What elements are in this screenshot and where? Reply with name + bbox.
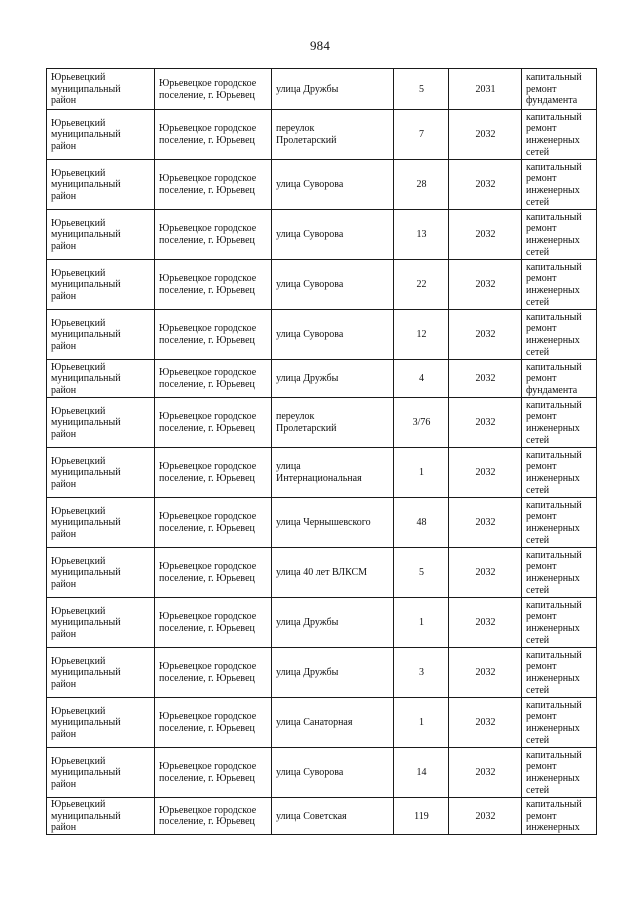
- year-cell: 2032: [449, 110, 522, 160]
- district-cell: Юрьевецкий муниципальный район: [47, 260, 155, 310]
- district-cell: Юрьевецкий муниципальный район: [47, 160, 155, 210]
- table-row: [47, 260, 597, 310]
- year-cell: 2032: [449, 360, 522, 398]
- work-type-cell: капитальный ремонт инженерных сетей: [522, 110, 597, 160]
- table-row: [47, 448, 597, 498]
- house-number-cell: 13: [394, 210, 449, 260]
- street-cell: переулок Пролетарский: [272, 110, 394, 160]
- table-row: [47, 210, 597, 260]
- settlement-cell: Юрьевецкое городское поселение, г. Юрьевец: [155, 110, 272, 160]
- district-cell: Юрьевецкий муниципальный район: [47, 210, 155, 260]
- work-type-cell: капитальный ремонт инженерных сетей: [522, 648, 597, 698]
- table-row: [47, 310, 597, 360]
- house-number-cell: 22: [394, 260, 449, 310]
- street-cell: улица Дружбы: [272, 598, 394, 648]
- street-cell: улица Дружбы: [272, 648, 394, 698]
- street-cell: улица Санаторная: [272, 698, 394, 748]
- year-cell: 2032: [449, 798, 522, 835]
- year-cell: 2032: [449, 210, 522, 260]
- street-cell: переулок Пролетарский: [272, 398, 394, 448]
- district-cell: Юрьевецкий муниципальный район: [47, 69, 155, 110]
- year-cell: 2032: [449, 498, 522, 548]
- table-row: [47, 160, 597, 210]
- table-row: [47, 598, 597, 648]
- street-cell: улица 40 лет ВЛКСМ: [272, 548, 394, 598]
- house-number-cell: 5: [394, 548, 449, 598]
- table-row: [47, 498, 597, 548]
- table-row: [47, 548, 597, 598]
- year-cell: 2032: [449, 260, 522, 310]
- year-cell: 2031: [449, 69, 522, 110]
- district-cell: Юрьевецкий муниципальный район: [47, 598, 155, 648]
- house-number-cell: 12: [394, 310, 449, 360]
- house-number-cell: 3: [394, 648, 449, 698]
- house-number-cell: 1: [394, 698, 449, 748]
- table-row: [47, 698, 597, 748]
- settlement-cell: Юрьевецкое городское поселение, г. Юрьевец: [155, 648, 272, 698]
- street-cell: улица Чернышевского: [272, 498, 394, 548]
- district-cell: Юрьевецкий муниципальный район: [47, 360, 155, 398]
- table-row: [47, 110, 597, 160]
- year-cell: 2032: [449, 448, 522, 498]
- district-cell: Юрьевецкий муниципальный район: [47, 110, 155, 160]
- settlement-cell: Юрьевецкое городское поселение, г. Юрьевец: [155, 448, 272, 498]
- street-cell: улица Суворова: [272, 160, 394, 210]
- work-type-cell: капитальный ремонт инженерных сетей: [522, 310, 597, 360]
- work-type-cell: капитальный ремонт инженерных сетей: [522, 598, 597, 648]
- street-cell: улица Дружбы: [272, 360, 394, 398]
- house-number-cell: 1: [394, 598, 449, 648]
- street-cell: улица Суворова: [272, 748, 394, 798]
- settlement-cell: Юрьевецкое городское поселение, г. Юрьевец: [155, 698, 272, 748]
- house-number-cell: 4: [394, 360, 449, 398]
- settlement-cell: Юрьевецкое городское поселение, г. Юрьевец: [155, 260, 272, 310]
- settlement-cell: Юрьевецкое городское поселение, г. Юрьевец: [155, 210, 272, 260]
- district-cell: Юрьевецкий муниципальный район: [47, 448, 155, 498]
- year-cell: 2032: [449, 160, 522, 210]
- house-number-cell: 3/76: [394, 398, 449, 448]
- year-cell: 2032: [449, 548, 522, 598]
- year-cell: 2032: [449, 648, 522, 698]
- street-cell: улица Суворова: [272, 310, 394, 360]
- work-type-cell: капитальный ремонт инженерных сетей: [522, 698, 597, 748]
- house-number-cell: 5: [394, 69, 449, 110]
- work-type-cell: капитальный ремонт инженерных сетей: [522, 260, 597, 310]
- table-row: [47, 69, 597, 110]
- settlement-cell: Юрьевецкое городское поселение, г. Юрьевец: [155, 598, 272, 648]
- table-row: [47, 748, 597, 798]
- year-cell: 2032: [449, 748, 522, 798]
- settlement-cell: Юрьевецкое городское поселение, г. Юрьевец: [155, 69, 272, 110]
- house-number-cell: 14: [394, 748, 449, 798]
- settlement-cell: Юрьевецкое городское поселение, г. Юрьевец: [155, 548, 272, 598]
- work-type-cell: капитальный ремонт инженерных сетей: [522, 398, 597, 448]
- year-cell: 2032: [449, 698, 522, 748]
- district-cell: Юрьевецкий муниципальный район: [47, 698, 155, 748]
- work-type-cell: капитальный ремонт инженерных сетей: [522, 548, 597, 598]
- work-type-cell: капитальный ремонт инженерных сетей: [522, 160, 597, 210]
- district-cell: Юрьевецкий муниципальный район: [47, 310, 155, 360]
- street-cell: улица Советская: [272, 798, 394, 835]
- settlement-cell: Юрьевецкое городское поселение, г. Юрьевец: [155, 398, 272, 448]
- settlement-cell: Юрьевецкое городское поселение, г. Юрьевец: [155, 360, 272, 398]
- street-cell: улица Интернациональная: [272, 448, 394, 498]
- district-cell: Юрьевецкий муниципальный район: [47, 548, 155, 598]
- house-number-cell: 119: [394, 798, 449, 835]
- street-cell: улица Дружбы: [272, 69, 394, 110]
- year-cell: 2032: [449, 598, 522, 648]
- page-number: 984: [309, 38, 331, 53]
- work-type-cell: капитальный ремонт инженерных сетей: [522, 748, 597, 798]
- work-type-cell: капитальный ремонт фундамента: [522, 69, 597, 110]
- district-cell: Юрьевецкий муниципальный район: [47, 498, 155, 548]
- work-type-cell: капитальный ремонт инженерных сетей: [522, 448, 597, 498]
- street-cell: улица Суворова: [272, 210, 394, 260]
- work-type-cell: капитальный ремонт инженерных: [522, 798, 597, 835]
- table-row: [47, 360, 597, 398]
- year-cell: 2032: [449, 398, 522, 448]
- settlement-cell: Юрьевецкое городское поселение, г. Юрьевец: [155, 498, 272, 548]
- house-number-cell: 28: [394, 160, 449, 210]
- table-row: [47, 798, 597, 835]
- street-cell: улица Суворова: [272, 260, 394, 310]
- table-row: [47, 398, 597, 448]
- work-type-cell: капитальный ремонт инженерных сетей: [522, 498, 597, 548]
- house-number-cell: 7: [394, 110, 449, 160]
- house-number-cell: 1: [394, 448, 449, 498]
- settlement-cell: Юрьевецкое городское поселение, г. Юрьевец: [155, 160, 272, 210]
- settlement-cell: Юрьевецкое городское поселение, г. Юрьевец: [155, 748, 272, 798]
- settlement-cell: Юрьевецкое городское поселение, г. Юрьевец: [155, 798, 272, 835]
- district-cell: Юрьевецкий муниципальный район: [47, 798, 155, 835]
- district-cell: Юрьевецкий муниципальный район: [47, 748, 155, 798]
- district-cell: Юрьевецкий муниципальный район: [47, 648, 155, 698]
- table-row: [47, 648, 597, 698]
- settlement-cell: Юрьевецкое городское поселение, г. Юрьевец: [155, 310, 272, 360]
- work-type-cell: капитальный ремонт инженерных сетей: [522, 210, 597, 260]
- year-cell: 2032: [449, 310, 522, 360]
- district-cell: Юрьевецкий муниципальный район: [47, 398, 155, 448]
- work-type-cell: капитальный ремонт фундамента: [522, 360, 597, 398]
- repair-schedule-table: [46, 68, 597, 835]
- house-number-cell: 48: [394, 498, 449, 548]
